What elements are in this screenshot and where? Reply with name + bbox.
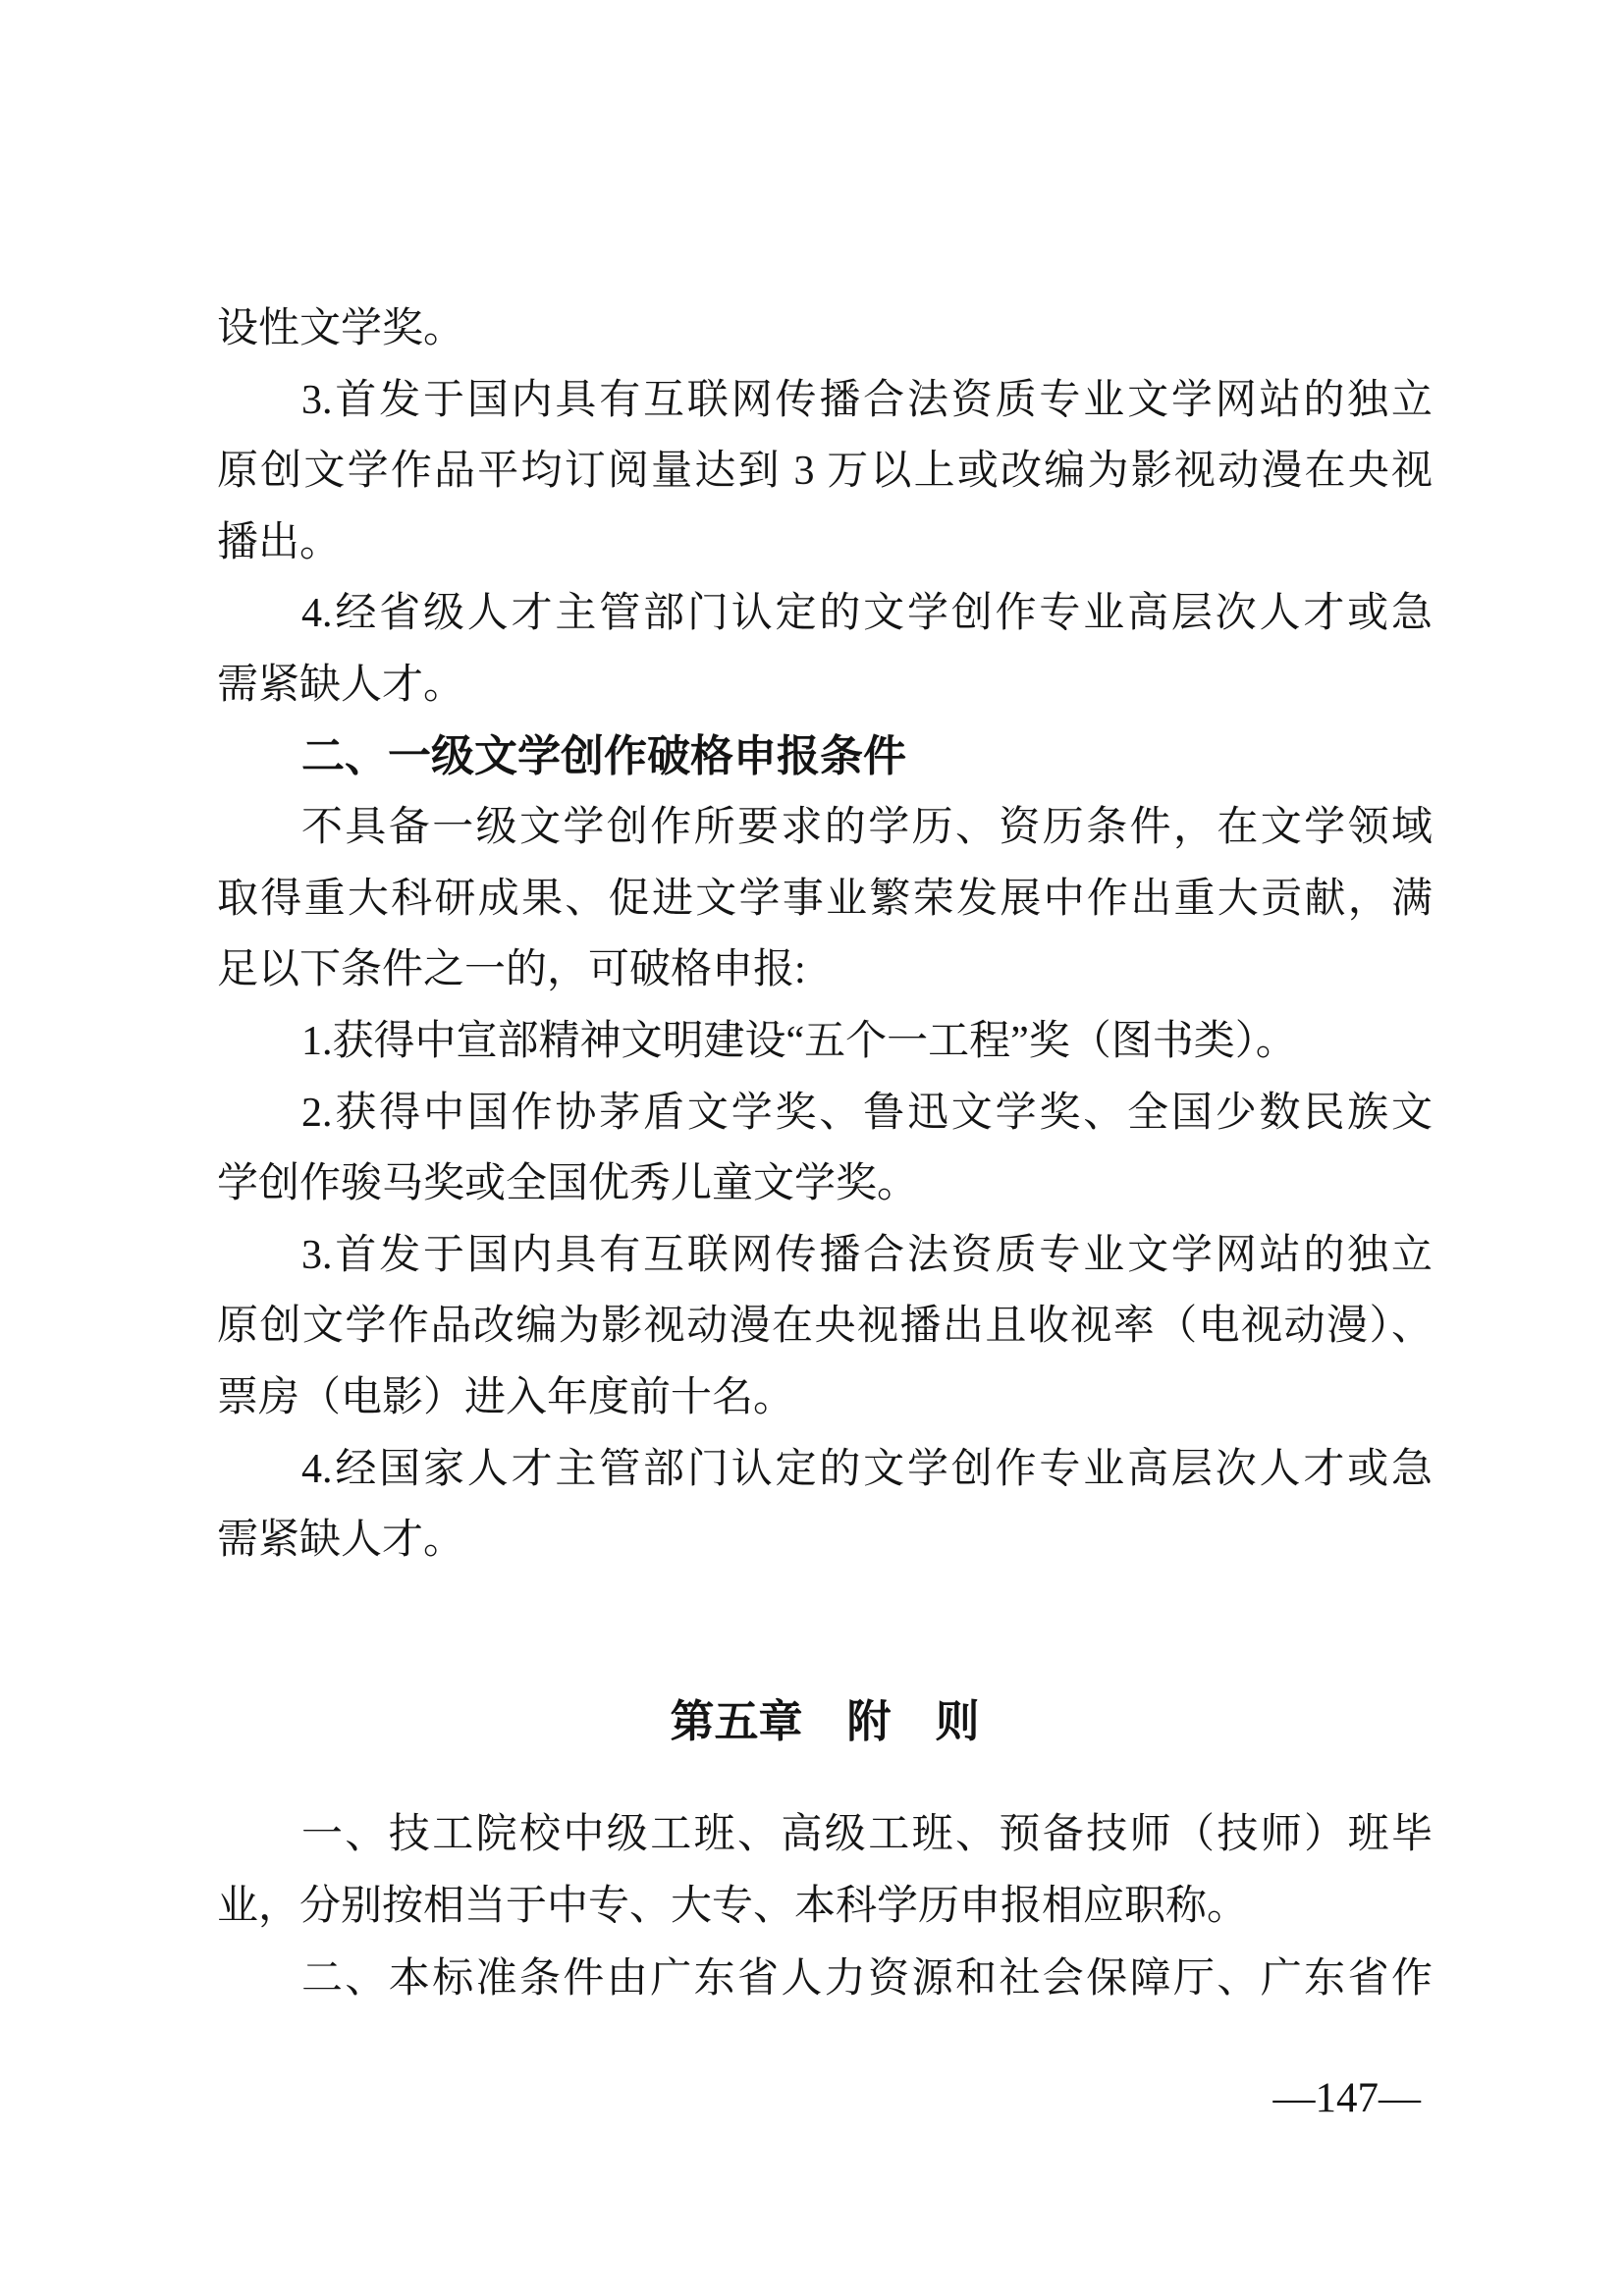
body-line: 原创文学作品平均订阅量达到 3 万以上或改编为影视动漫在央视 — [217, 449, 1433, 495]
body-line: 2.获得中国作协茅盾文学奖、鲁迅文学奖、全国少数民族文 — [301, 1090, 1433, 1136]
body-line: 播出。 — [217, 519, 342, 565]
body-line: 票房（电影）进入年度前十名。 — [217, 1374, 795, 1420]
page-number: —147— — [1272, 2075, 1421, 2121]
chapter-heading: 第五章 附 则 — [670, 1695, 980, 1746]
body-line: 足以下条件之一的，可破格申报: — [217, 947, 806, 993]
closing-paragraphs — [217, 1799, 1433, 2016]
body-line: 4.经国家人才主管部门认定的文学创作专业高层次人才或急 — [301, 1446, 1433, 1492]
body-line: 3.首发于国内具有互联网传播合法资质专业文学网站的独立 — [301, 377, 1433, 423]
section-heading: 二、一级文学创作破格申报条件 — [301, 731, 906, 780]
body-line: 业，分别按相当于中专、大专、本科学历申报相应职称。 — [217, 1884, 1249, 1930]
body-line: 设性文学奖。 — [217, 306, 465, 351]
body-line: 3.首发于国内具有互联网传播合法资质专业文学网站的独立 — [301, 1232, 1433, 1278]
body-line: 4.经省级人才主管部门认定的文学创作专业高层次人才或急 — [301, 591, 1433, 637]
body-line: 需紧缺人才。 — [217, 1518, 465, 1564]
body-line: 二、本标准条件由广东省人力资源和社会保障厅、广东省作 — [301, 1955, 1433, 2002]
body-line: 1.获得中宣部精神文明建设“五个一工程”奖（图书类）。 — [301, 1018, 1297, 1064]
body-line: 一、技工院校中级工班、高级工班、预备技师（技师）班毕 — [301, 1811, 1433, 1857]
body-line: 需紧缺人才。 — [217, 662, 465, 708]
body-line: 取得重大科研成果、促进文学事业繁荣发展中作出重大贡献，满 — [217, 876, 1433, 922]
body-line: 不具备一级文学创作所要求的学历、资历条件，在文学领域 — [301, 805, 1433, 851]
body-line: 原创文学作品改编为影视动漫在央视播出且收视率（电视动漫）、 — [217, 1304, 1433, 1350]
body-text-column — [217, 294, 1433, 2015]
body-line: 学创作骏马奖或全国优秀儿童文学奖。 — [217, 1161, 919, 1207]
